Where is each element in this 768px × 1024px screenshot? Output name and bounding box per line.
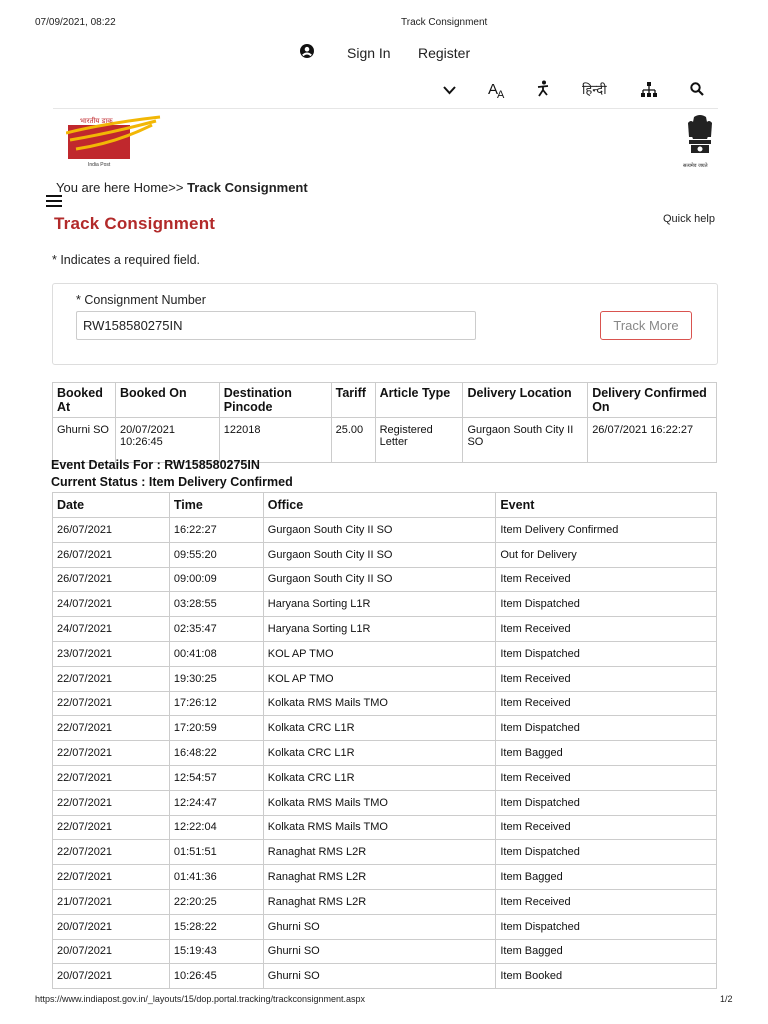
event-office: KOL AP TMO xyxy=(263,666,496,691)
event-row xyxy=(53,765,717,790)
event-office: Kolkata RMS Mails TMO xyxy=(263,815,496,840)
event-row xyxy=(53,815,717,840)
event-date: 22/07/2021 xyxy=(53,865,170,890)
event-row xyxy=(53,666,717,691)
event-time: 09:55:20 xyxy=(169,542,263,567)
event-header-office: Office xyxy=(263,493,496,518)
summary-cell: Gurgaon South City II SO xyxy=(463,418,588,463)
event-name: Item Received xyxy=(496,889,717,914)
summary-header: Delivery Confirmed On xyxy=(588,383,717,418)
event-office: Haryana Sorting L1R xyxy=(263,592,496,617)
event-time: 12:24:47 xyxy=(169,790,263,815)
event-name: Item Dispatched xyxy=(496,716,717,741)
event-time: 12:22:04 xyxy=(169,815,263,840)
summary-header: Tariff xyxy=(331,383,375,418)
event-header-row xyxy=(53,493,717,518)
event-row xyxy=(53,542,717,567)
event-name: Item Received xyxy=(496,815,717,840)
summary-cell: Registered Letter xyxy=(375,418,463,463)
event-time: 17:26:12 xyxy=(169,691,263,716)
event-office: Ghurni SO xyxy=(263,939,496,964)
event-time: 16:48:22 xyxy=(169,741,263,766)
event-name: Item Dispatched xyxy=(496,641,717,666)
event-office: Ghurni SO xyxy=(263,964,496,989)
summary-cell: 26/07/2021 16:22:27 xyxy=(588,418,717,463)
event-time: 10:26:45 xyxy=(169,964,263,989)
event-header-event: Event xyxy=(496,493,717,518)
event-date: 22/07/2021 xyxy=(53,691,170,716)
event-time: 15:19:43 xyxy=(169,939,263,964)
breadcrumb-current: Track Consignment xyxy=(187,180,308,195)
breadcrumb xyxy=(56,180,308,195)
summary-header: Article Type xyxy=(375,383,463,418)
event-date: 21/07/2021 xyxy=(53,889,170,914)
font-size-glyph-small: A xyxy=(497,89,505,100)
event-time: 16:22:27 xyxy=(169,518,263,543)
event-row xyxy=(53,716,717,741)
event-row xyxy=(53,914,717,939)
event-office: Ranaghat RMS L2R xyxy=(263,840,496,865)
event-office: Kolkata CRC L1R xyxy=(263,716,496,741)
signin-link[interactable]: Sign In xyxy=(347,45,391,61)
event-time: 22:20:25 xyxy=(169,889,263,914)
summary-header: Booked At xyxy=(53,383,116,418)
summary-cell: 25.00 xyxy=(331,418,375,463)
hindi-toggle[interactable]: हिन्दी xyxy=(582,83,607,98)
font-size-glyph-large: A xyxy=(488,81,499,98)
event-date: 26/07/2021 xyxy=(53,518,170,543)
summary-cell: 122018 xyxy=(219,418,331,463)
event-date: 22/07/2021 xyxy=(53,666,170,691)
event-row xyxy=(53,964,717,989)
event-date: 22/07/2021 xyxy=(53,716,170,741)
event-date: 22/07/2021 xyxy=(53,741,170,766)
event-header-date: Date xyxy=(53,493,170,518)
print-datetime: 07/09/2021, 08:22 xyxy=(35,17,116,28)
consignment-summary-table xyxy=(52,382,717,463)
event-name: Item Received xyxy=(496,765,717,790)
current-status: Current Status : Item Delivery Confirmed xyxy=(51,475,293,489)
event-office: Kolkata RMS Mails TMO xyxy=(263,691,496,716)
user-icon[interactable] xyxy=(300,44,314,61)
event-office: Ranaghat RMS L2R xyxy=(263,865,496,890)
emblem-caption: सत्यमेव जयते xyxy=(683,163,708,169)
event-time: 17:20:59 xyxy=(169,716,263,741)
font-size-icon[interactable] xyxy=(487,80,507,103)
event-name: Item Received xyxy=(496,617,717,642)
event-date: 24/07/2021 xyxy=(53,617,170,642)
summary-header: Destination Pincode xyxy=(219,383,331,418)
event-row xyxy=(53,790,717,815)
event-office: KOL AP TMO xyxy=(263,641,496,666)
event-name: Item Dispatched xyxy=(496,914,717,939)
event-office: Kolkata CRC L1R xyxy=(263,765,496,790)
event-office: Kolkata RMS Mails TMO xyxy=(263,790,496,815)
event-time: 02:35:47 xyxy=(169,617,263,642)
event-date: 22/07/2021 xyxy=(53,790,170,815)
event-name: Item Bagged xyxy=(496,939,717,964)
event-time: 12:54:57 xyxy=(169,765,263,790)
event-date: 26/07/2021 xyxy=(53,567,170,592)
logo-text-hindi: भारतीय डाक xyxy=(80,117,113,125)
track-more-button[interactable]: Track More xyxy=(600,311,692,340)
event-office: Ranaghat RMS L2R xyxy=(263,889,496,914)
event-date: 20/07/2021 xyxy=(53,964,170,989)
header-divider xyxy=(53,108,718,109)
event-name: Item Received xyxy=(496,666,717,691)
event-date: 22/07/2021 xyxy=(53,815,170,840)
accessibility-icon[interactable] xyxy=(535,80,551,101)
event-table-body xyxy=(53,518,717,989)
summary-header-row xyxy=(53,383,717,418)
sitemap-icon[interactable] xyxy=(641,82,657,101)
event-name: Item Booked xyxy=(496,964,717,989)
event-row xyxy=(53,840,717,865)
print-page-number: 1/2 xyxy=(720,994,733,1004)
event-row xyxy=(53,518,717,543)
event-name: Item Bagged xyxy=(496,741,717,766)
summary-value-row xyxy=(53,418,717,463)
breadcrumb-prefix[interactable]: You are here Home>> xyxy=(56,180,188,195)
event-row xyxy=(53,592,717,617)
summary-cell: Ghurni SO xyxy=(53,418,116,463)
consignment-number-label: * Consignment Number xyxy=(76,293,206,307)
quick-help-link[interactable]: Quick help xyxy=(663,213,715,225)
event-name: Item Dispatched xyxy=(496,592,717,617)
event-date: 20/07/2021 xyxy=(53,914,170,939)
event-date: 23/07/2021 xyxy=(53,641,170,666)
summary-cell: 20/07/2021 10:26:45 xyxy=(115,418,219,463)
top-nav xyxy=(0,44,768,64)
event-name: Out for Delivery xyxy=(496,542,717,567)
print-footer-url: https://www.indiapost.gov.in/_layouts/15/dop.portal.tracking/trackconsignment.aspx xyxy=(35,994,366,1004)
menu-icon[interactable] xyxy=(46,195,62,207)
event-row xyxy=(53,691,717,716)
event-date: 22/07/2021 xyxy=(53,840,170,865)
chevron-down-icon[interactable] xyxy=(443,82,456,98)
event-office: Gurgaon South City II SO xyxy=(263,542,496,567)
print-title: Track Consignment xyxy=(401,17,488,28)
event-time: 01:41:36 xyxy=(169,865,263,890)
event-row xyxy=(53,617,717,642)
event-row xyxy=(53,865,717,890)
register-link[interactable]: Register xyxy=(418,45,471,61)
event-office: Haryana Sorting L1R xyxy=(263,617,496,642)
event-date: 26/07/2021 xyxy=(53,542,170,567)
event-row xyxy=(53,939,717,964)
event-date: 24/07/2021 xyxy=(53,592,170,617)
utility-bar xyxy=(0,80,768,102)
summary-header: Delivery Location xyxy=(463,383,588,418)
event-row xyxy=(53,567,717,592)
event-time: 15:28:22 xyxy=(169,914,263,939)
event-date: 22/07/2021 xyxy=(53,765,170,790)
event-details-heading: Event Details For : RW158580275IN xyxy=(51,458,260,472)
event-name: Item Delivery Confirmed xyxy=(496,518,717,543)
event-row xyxy=(53,741,717,766)
event-name: Item Bagged xyxy=(496,865,717,890)
event-time: 01:51:51 xyxy=(169,840,263,865)
india-post-logo[interactable] xyxy=(66,113,162,171)
event-office: Ghurni SO xyxy=(263,914,496,939)
event-row xyxy=(53,889,717,914)
event-name: Item Dispatched xyxy=(496,840,717,865)
event-office: Gurgaon South City II SO xyxy=(263,518,496,543)
event-office: Gurgaon South City II SO xyxy=(263,567,496,592)
event-name: Item Dispatched xyxy=(496,790,717,815)
event-header-time: Time xyxy=(169,493,263,518)
event-name: Item Received xyxy=(496,691,717,716)
event-office: Kolkata CRC L1R xyxy=(263,741,496,766)
summary-header: Booked On xyxy=(115,383,219,418)
event-time: 09:00:09 xyxy=(169,567,263,592)
event-time: 03:28:55 xyxy=(169,592,263,617)
event-row xyxy=(53,641,717,666)
event-name: Item Received xyxy=(496,567,717,592)
page-title: Track Consignment xyxy=(54,214,216,233)
search-icon[interactable] xyxy=(690,82,704,99)
logo-text-english: India Post xyxy=(88,162,111,168)
event-time: 00:41:08 xyxy=(169,641,263,666)
event-date: 20/07/2021 xyxy=(53,939,170,964)
event-time: 19:30:25 xyxy=(169,666,263,691)
consignment-number-input[interactable]: RW158580275IN xyxy=(76,311,476,340)
national-emblem-icon xyxy=(682,113,718,173)
required-note: * Indicates a required field. xyxy=(52,253,201,267)
event-table xyxy=(52,492,717,989)
